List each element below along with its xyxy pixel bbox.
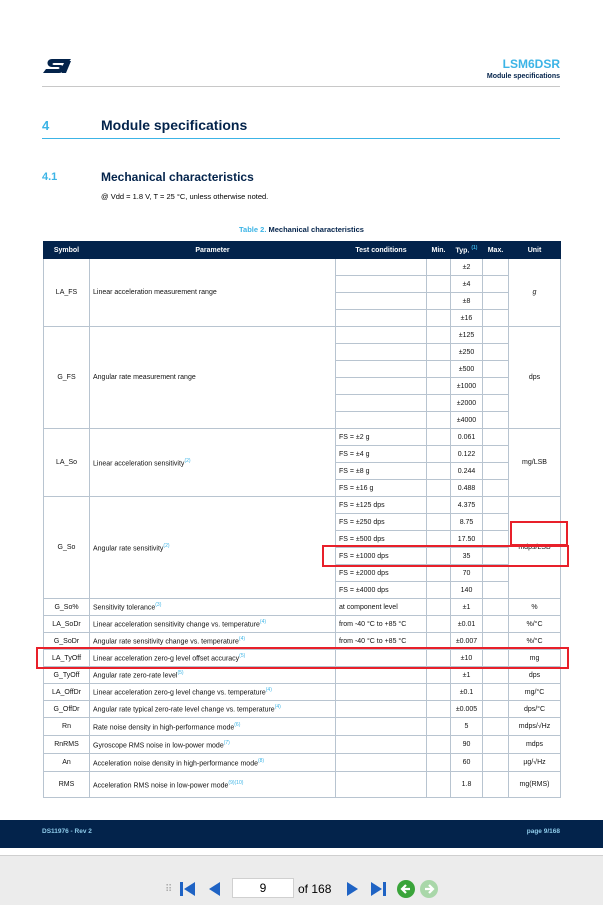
header-subtitle: Module specifications [486,73,560,80]
parameter-text: Acceleration RMS noise in low-power mode [93,782,229,790]
parameter-cell [90,259,336,327]
table-row [44,599,561,616]
unit-cell: dps [509,667,561,684]
section-divider [42,138,560,139]
forward-arrow-icon[interactable] [419,879,439,899]
symbol-cell: G_So [44,497,90,599]
min-cell [427,378,451,395]
min-cell [427,480,451,497]
unit-cell: g [509,259,561,327]
header-unit: Unit [509,242,561,259]
header-parameter: Parameter [90,242,336,259]
symbol-cell: LA_SoDr [44,616,90,633]
first-page-icon[interactable] [178,879,198,899]
parameter-cell [90,754,336,772]
max-cell [483,772,509,798]
highlight-box-gso-unit [510,521,568,546]
typ-cell: ±2000 [451,395,483,412]
max-cell [483,361,509,378]
parameter-text: Acceleration noise density in high-performance mode [93,760,258,768]
min-cell [427,701,451,718]
parameter-text: Rate noise density in high-performance mode [93,724,235,732]
unit-cell: dps [509,327,561,429]
max-cell [483,599,509,616]
unit-cell: mdps/√Hz [509,718,561,736]
min-cell [427,599,451,616]
max-cell [483,736,509,754]
typ-cell: 0.244 [451,463,483,480]
parameter-text: Sensitivity tolerance [93,604,156,612]
table-row [44,497,561,514]
max-cell [483,754,509,772]
footnote-ref: (7) [223,739,230,746]
symbol-cell: G_OffDr [44,701,90,718]
header-typ-ref: (1) [471,245,478,252]
test-condition-cell: FS = ±16 g [336,480,427,497]
max-cell [483,327,509,344]
min-cell [427,582,451,599]
max-cell [483,395,509,412]
footnote-ref: (9)(10) [228,779,244,786]
max-cell [483,480,509,497]
symbol-cell: RMS [44,772,90,798]
typ-cell: ±500 [451,361,483,378]
max-cell [483,259,509,276]
typ-cell: 0.061 [451,429,483,446]
parameter-cell [90,616,336,633]
product-name: LSM6DSR [502,57,560,71]
test-condition-cell [336,361,427,378]
max-cell [483,616,509,633]
parameter-text: Angular rate sensitivity change vs. temperature [93,638,239,646]
unit-cell: mg(RMS) [509,772,561,798]
table-row [44,616,561,633]
typ-cell: ±250 [451,344,483,361]
typ-cell: 60 [451,754,483,772]
test-condition-cell [336,378,427,395]
table-row [44,259,561,276]
typ-cell: ±16 [451,310,483,327]
min-cell [427,344,451,361]
table-row [44,429,561,446]
test-condition-cell [336,718,427,736]
parameter-text: Gyroscope RMS noise in low-power mode [93,742,224,750]
test-condition-cell: at component level [336,599,427,616]
typ-cell: ±0.1 [451,684,483,701]
table-row [44,327,561,344]
test-condition-cell [336,293,427,310]
subsection-number: 4.1 [42,171,58,183]
footnote-ref: (4) [238,636,246,643]
typ-cell: 5 [451,718,483,736]
test-condition-cell [336,701,427,718]
parameter-text: Angular rate sensitivity [93,545,164,553]
section-number: 4 [42,118,50,133]
test-condition-cell [336,344,427,361]
back-arrow-icon[interactable] [396,879,416,899]
max-cell [483,412,509,429]
max-cell [483,429,509,446]
min-cell [427,361,451,378]
typ-cell: ±8 [451,293,483,310]
test-condition-cell [336,754,427,772]
parameter-text: Linear acceleration zero-g level offset accuracy [93,655,240,663]
footnote-ref: (6) [234,721,241,728]
max-cell [483,293,509,310]
parameter-cell [90,429,336,497]
max-cell [483,565,509,582]
typ-cell: 4.375 [451,497,483,514]
test-condition-cell: FS = ±4000 dps [336,582,427,599]
unit-cell: %/°C [509,633,561,650]
symbol-cell: G_FS [44,327,90,429]
max-cell [483,497,509,514]
header-typ-label: Typ. [455,247,470,255]
page-number-input[interactable]: 9 [232,878,294,898]
table-header-row [44,242,561,259]
min-cell [427,463,451,480]
header-min: Min. [427,242,451,259]
unit-cell: mg/°C [509,684,561,701]
min-cell [427,429,451,446]
min-cell [427,310,451,327]
footnote-ref: (5) [239,653,246,660]
test-condition-cell [336,736,427,754]
min-cell [427,616,451,633]
subsection-title: Mechanical characteristics [101,170,254,184]
typ-cell: ±1000 [451,378,483,395]
page-total-label: of 168 [298,882,332,896]
test-condition-cell: FS = ±8 g [336,463,427,480]
symbol-cell: RnRMS [44,736,90,754]
symbol-cell: LA_FS [44,259,90,327]
symbol-cell: An [44,754,90,772]
max-cell [483,718,509,736]
max-cell [483,310,509,327]
test-condition-cell: FS = ±500 dps [336,531,427,548]
min-cell [427,446,451,463]
max-cell [483,701,509,718]
parameter-text: Linear acceleration measurement range [93,289,217,296]
typ-cell: ±10 [451,650,483,667]
table-row [44,772,561,798]
min-cell [427,718,451,736]
min-cell [427,736,451,754]
typ-cell: ±125 [451,327,483,344]
max-cell [483,276,509,293]
table-row [44,684,561,701]
parameter-cell [90,718,336,736]
footnote-ref: (5) [177,670,184,677]
section-title: Module specifications [101,117,248,133]
test-condition-cell: from -40 °C to +85 °C [336,616,427,633]
unit-cell: mdps [509,736,561,754]
unit-cell: mg/LSB [509,429,561,497]
previous-page-icon[interactable] [204,879,224,899]
test-condition-cell: FS = ±125 dps [336,497,427,514]
parameter-cell [90,497,336,599]
parameter-cell [90,684,336,701]
symbol-cell: LA_So [44,429,90,497]
table-caption-number: Table 2. [239,225,267,234]
st-logo-icon [42,57,72,75]
test-condition-cell [336,684,427,701]
unit-cell: µg/√Hz [509,754,561,772]
min-cell [427,667,451,684]
max-cell [483,667,509,684]
typ-cell: ±1 [451,599,483,616]
symbol-cell: G_TyOff [44,667,90,684]
table-caption-title: Mechanical characteristics [268,225,364,234]
footnote-ref: (3) [155,602,162,609]
footnote-ref: (8) [257,757,265,764]
conditions-text: @ Vdd = 1.8 V, T = 25 °C, unless otherwise noted. [101,192,269,201]
min-cell [427,327,451,344]
max-cell [483,514,509,531]
toolbar-grip-icon[interactable]: ⠿ [165,884,173,895]
footnote-ref: (2) [184,457,191,464]
unit-cell: mdps/LSB [509,497,561,599]
typ-cell: ±0.005 [451,701,483,718]
table-row [44,701,561,718]
test-condition-cell: FS = ±1000 dps [336,548,427,565]
max-cell [483,344,509,361]
header-max: Max. [483,242,509,259]
test-condition-cell: FS = ±2000 dps [336,565,427,582]
header-symbol: Symbol [44,242,90,259]
highlight-box-g-tyoff-row [36,647,569,669]
test-condition-cell [336,327,427,344]
test-condition-cell [336,412,427,429]
unit-cell: mg [509,650,561,667]
min-cell [427,772,451,798]
typ-cell: ±4000 [451,412,483,429]
typ-cell: 0.488 [451,480,483,497]
typ-cell: 1.8 [451,772,483,798]
footnote-ref: (4) [274,704,281,711]
next-page-icon[interactable] [343,879,363,899]
symbol-cell: Rn [44,718,90,736]
parameter-cell [90,327,336,429]
test-condition-cell [336,667,427,684]
typ-cell: 17.50 [451,531,483,548]
typ-cell: 140 [451,582,483,599]
header-typ [451,242,483,259]
max-cell [483,446,509,463]
min-cell [427,565,451,582]
header-divider [42,86,560,87]
min-cell [427,395,451,412]
footnote-ref: (4) [265,687,272,694]
min-cell [427,276,451,293]
parameter-cell [90,772,336,798]
min-cell [427,684,451,701]
parameter-cell [90,701,336,718]
symbol-cell: G_SoDr [44,633,90,650]
unit-cell: % [509,599,561,616]
test-condition-cell: from -40 °C to +85 °C [336,633,427,650]
max-cell [483,582,509,599]
test-condition-cell [336,395,427,412]
test-condition-cell [336,276,427,293]
unit-cell: dps/°C [509,701,561,718]
typ-cell: 8.75 [451,514,483,531]
typ-cell: 35 [451,548,483,565]
test-condition-cell: FS = ±250 dps [336,514,427,531]
parameter-cell [90,599,336,616]
page-header [487,57,560,80]
parameter-cell [90,736,336,754]
footnote-ref: (2) [163,542,170,549]
parameter-text: Angular rate zero-rate level [93,672,178,680]
test-condition-cell [336,310,427,327]
typ-cell: ±0.007 [451,633,483,650]
parameter-text: Linear acceleration zero-g level change vs. temperature [93,689,266,697]
min-cell [427,293,451,310]
symbol-cell: LA_OffDr [44,684,90,701]
parameter-cell [90,667,336,684]
typ-cell: ±0.01 [451,616,483,633]
parameter-text: Angular rate measurement range [93,374,196,381]
mechanical-characteristics-table [43,241,561,798]
header-test-conditions: Test conditions [336,242,427,259]
test-condition-cell [336,772,427,798]
min-cell [427,412,451,429]
footnote-ref: (4) [259,619,267,626]
max-cell [483,378,509,395]
table-row [44,754,561,772]
table-caption [0,225,603,234]
parameter-text: Linear acceleration sensitivity [93,460,185,468]
test-condition-cell: FS = ±4 g [336,446,427,463]
min-cell [427,259,451,276]
unit-cell: %/°C [509,616,561,633]
pdf-navigation-toolbar [0,855,603,905]
typ-cell: 70 [451,565,483,582]
max-cell [483,684,509,701]
table-row [44,736,561,754]
max-cell [483,463,509,480]
parameter-text: Linear acceleration sensitivity change vs. temperature [93,621,260,629]
typ-cell: ±1 [451,667,483,684]
typ-cell: 0.122 [451,446,483,463]
min-cell [427,754,451,772]
table-row [44,667,561,684]
symbol-cell: G_So% [44,599,90,616]
test-condition-cell: FS = ±2 g [336,429,427,446]
test-condition-cell [336,259,427,276]
min-cell [427,497,451,514]
highlight-box-gso-2000dps [322,545,569,567]
footer-page-number: page 9/168 [526,828,560,835]
symbol-cell: LA_TyOff [44,650,90,667]
min-cell [427,514,451,531]
last-page-icon[interactable] [368,879,388,899]
footer-doc-id: DS11976 - Rev 2 [42,828,92,835]
parameter-text: Angular rate typical zero-rate level change vs. temperature [93,706,275,714]
typ-cell: 90 [451,736,483,754]
typ-cell: ±4 [451,276,483,293]
table-row [44,718,561,736]
typ-cell: ±2 [451,259,483,276]
